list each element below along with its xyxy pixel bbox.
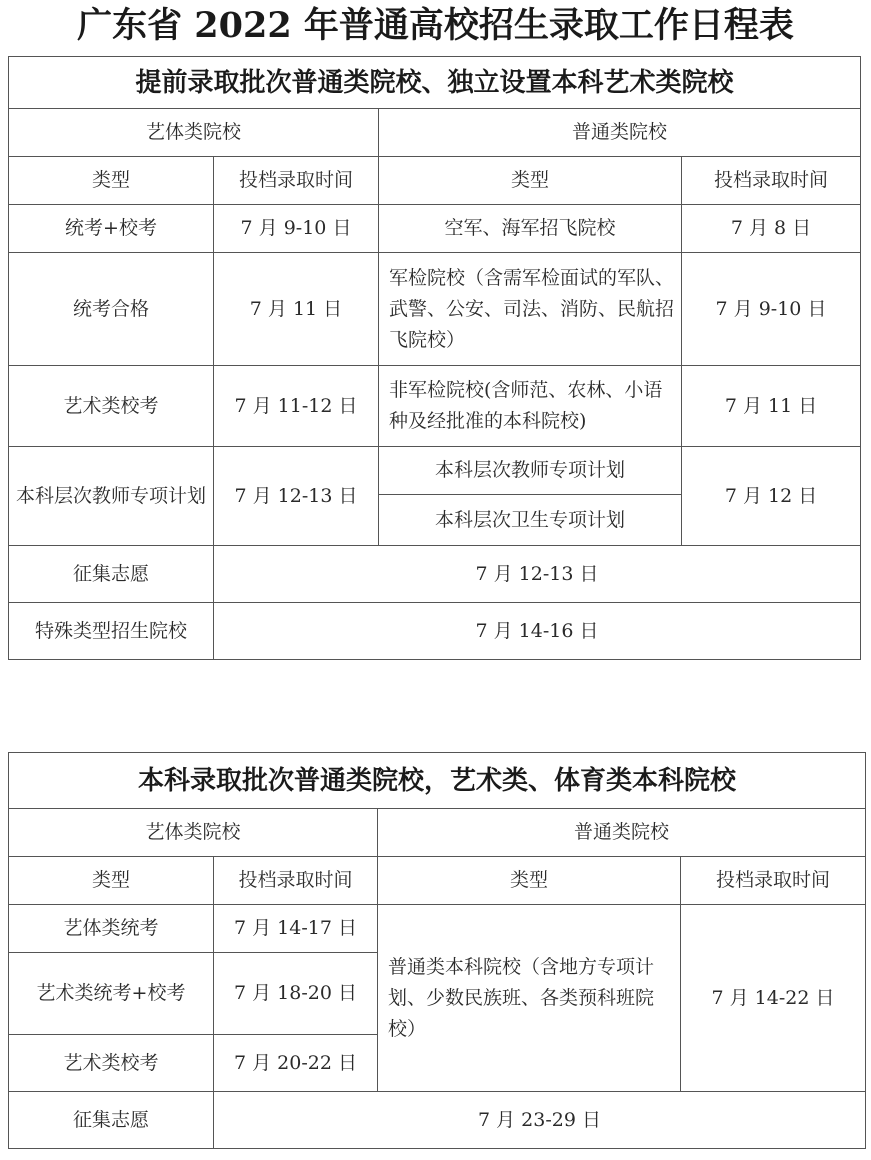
group-header-general: 普通类院校 [378,809,866,857]
table-cell: 本科层次卫生专项计划 [379,495,682,546]
table-cell: 7 月 12-13 日 [214,546,861,603]
table-cell: 普通类本科院校（含地方专项计划、少数民族班、各类预科班院校） [378,905,681,1092]
table-cell: 艺术类校考 [9,366,214,447]
group-header-general: 普通类院校 [379,109,861,157]
table-cell: 征集志愿 [9,546,214,603]
group-header-arts-sports: 艺体类院校 [9,809,378,857]
column-header-time: 投档录取时间 [214,157,379,205]
table-cell: 7 月 14-16 日 [214,603,861,660]
table-cell: 特殊类型招生院校 [9,603,214,660]
table-cell: 艺术类统考+校考 [9,953,214,1035]
column-header-time: 投档录取时间 [681,857,866,905]
table-cell: 7 月 11 日 [214,253,379,366]
table-cell: 空军、海军招飞院校 [379,205,682,253]
table-cell: 征集志愿 [9,1092,214,1149]
table-cell: 7 月 12 日 [682,447,861,546]
column-header-time: 投档录取时间 [682,157,861,205]
schedule-table-undergraduate-batch [8,752,866,1149]
table-cell: 艺术类校考 [9,1035,214,1092]
table-cell: 7 月 18-20 日 [214,953,378,1035]
table-cell: 7 月 23-29 日 [214,1092,866,1149]
table-cell: 统考+校考 [9,205,214,253]
table-cell: 统考合格 [9,253,214,366]
column-header-type: 类型 [378,857,681,905]
table-cell: 7 月 8 日 [682,205,861,253]
column-header-time: 投档录取时间 [214,857,378,905]
table-cell: 本科层次教师专项计划 [9,447,214,546]
table-cell: 艺体类统考 [9,905,214,953]
table-cell: 非军检院校(含师范、农林、小语种及经批准的本科院校) [379,366,682,447]
table-cell: 7 月 9-10 日 [214,205,379,253]
group-header-arts-sports: 艺体类院校 [9,109,379,157]
table-cell: 7 月 14-17 日 [214,905,378,953]
table-cell: 本科层次教师专项计划 [379,447,682,495]
table-cell: 7 月 12-13 日 [214,447,379,546]
table-cell: 7 月 14-22 日 [681,905,866,1092]
page-title: 广东省 2022 年普通高校招生录取工作日程表 [77,5,794,46]
table-cell: 7 月 11-12 日 [214,366,379,447]
schedule-table-early-batch [8,56,861,660]
table-cell: 7 月 9-10 日 [682,253,861,366]
column-header-type: 类型 [9,157,214,205]
table-cell: 7 月 11 日 [682,366,861,447]
section-title: 本科录取批次普通类院校，艺术类、体育类本科院校 [9,753,866,809]
section-title: 提前录取批次普通类院校、独立设置本科艺术类院校 [9,57,861,109]
column-header-type: 类型 [9,857,214,905]
column-header-type: 类型 [379,157,682,205]
table-cell: 7 月 20-22 日 [214,1035,378,1092]
table-cell: 军检院校（含需军检面试的军队、武警、公安、司法、消防、民航招飞院校） [379,253,682,366]
